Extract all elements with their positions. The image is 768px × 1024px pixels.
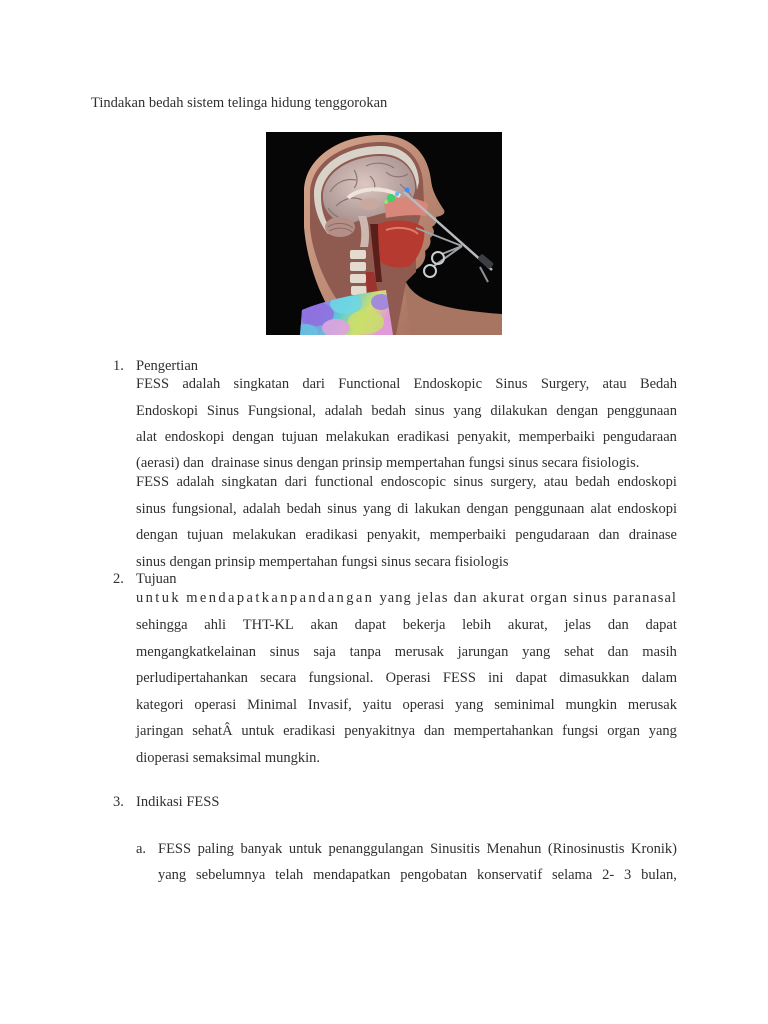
paragraph-line: sinus dengan prinsip mempertahan fungsi sinus secara fisiologis [136,554,509,570]
paragraph-line: dengan tujuan melakukan eradikasi penyakit, memperbaiki pengudaraan dan drainase [136,527,677,543]
section-heading: Indikasi FESS [136,794,220,810]
cerebellum [325,217,355,237]
paragraph-line: sehingga ahli THT-KL akan dapat bekerja lebih akurat, jelas dan dapat [136,617,677,633]
paragraph-line: dioperasi semaksimal mungkin. [136,750,321,766]
section-heading: Tujuan [136,571,177,587]
list-item-line: FESS paling banyak untuk penanggulangan Sinusitis Menahun (Rinosinustis Kronik) [158,841,677,857]
anatomy-figure [266,132,502,335]
list-item-line: yang sebelumnya telah mendapatkan pengobatan konservatif selama 2- 3 bulan, [158,867,677,883]
paragraph-line: Endoskopi Sinus Fungsional, adalah bedah sinus yang dilakukan dengan penggunaan [136,403,677,419]
paragraph-line: jaringan sehatÂ untuk eradikasi penyakitnya dan mempertahankan fungsi organ yang [136,723,677,739]
list-item-marker: a. [136,841,147,857]
paragraph-line: mengangkatkelainan sinus saja tanpa merusak jarungan yang sehat dan masih [136,644,677,660]
paragraph-line: alat endoskopi dengan tujuan melakukan eradikasi penyakit, memperbaiki pengudaraan [136,429,677,445]
paragraph-line: untuk mendapatkanpandangan yang jelas dan akurat organ sinus paranasal [136,590,677,606]
paragraph-line: FESS adalah singkatan dari Functional Endoskopic Sinus Surgery, atau Bedah [136,376,677,392]
section-number: 3. [113,794,124,810]
paragraph-line: FESS adalah singkatan dari functional endoscopic sinus surgery, atau bedah endoskopi [136,474,677,490]
paragraph-line: kategori operasi Minimal Invasif, yaitu operasi yang seminimal mungkin merusak [136,697,677,713]
paragraph-line: sinus fungsional, adalah bedah sinus yang di lakukan dengan penggunaan alat endoskopi [136,501,677,517]
paragraph-line: (aerasi) dan drainase sinus dengan prinsip mempertahan fungsi sinus secara fisiologis. [136,455,640,471]
section-heading: Pengertian [136,358,199,374]
document-title: Tindakan bedah sistem telinga hidung tenggorokan [91,95,388,111]
paragraph-line: perludipertahankan secara fungsional. Operasi FESS ini dapat dimasukkan dalam [136,670,677,686]
section-number: 1. [113,358,124,374]
section-number: 2. [113,571,124,587]
anatomy-illustration [266,132,502,335]
